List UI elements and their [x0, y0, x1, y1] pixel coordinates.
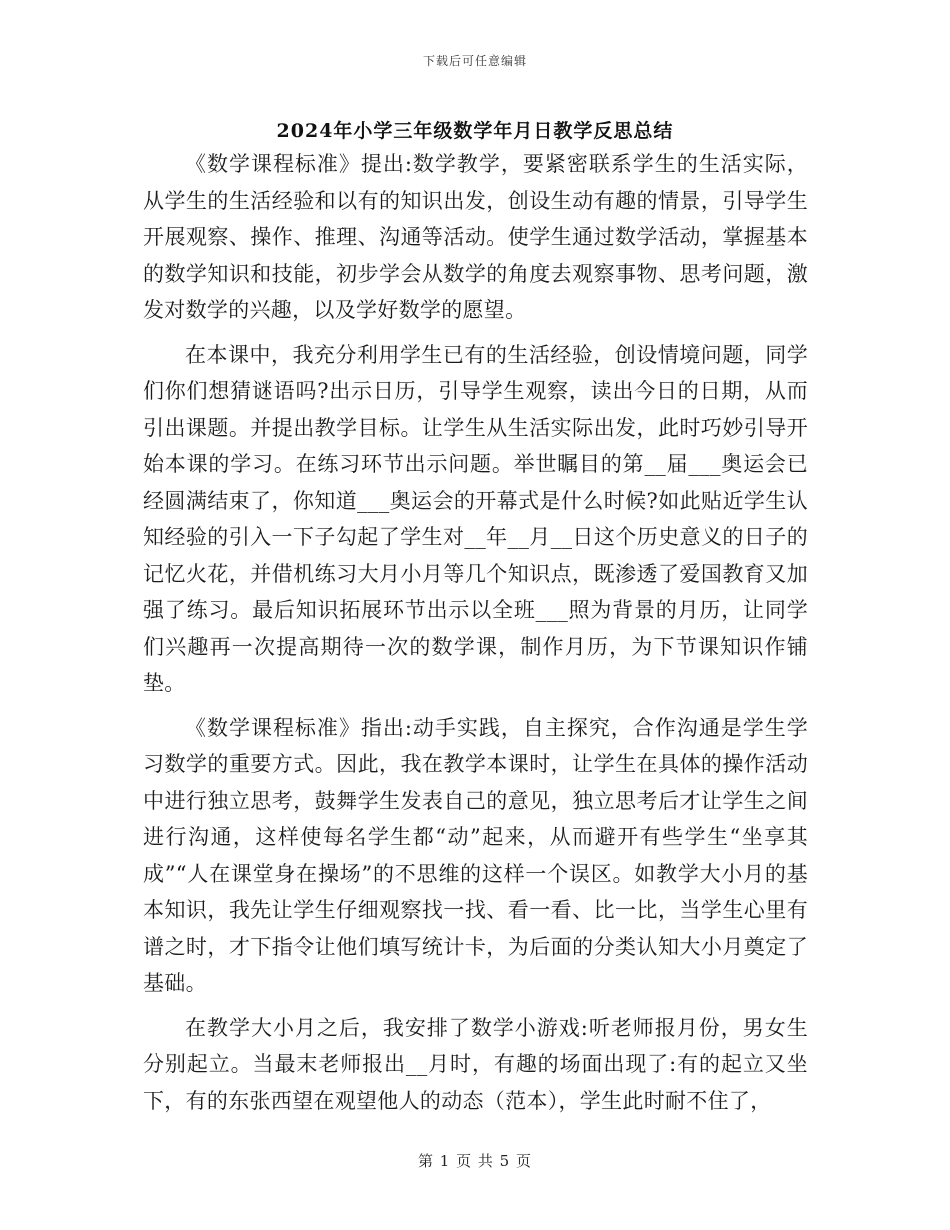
- paragraph: 《数学课程标准》指出:动手实践，自主探究，合作沟通是学生学习数学的重要方式。因此，我在教学本课时，让学生在具体的操作活动中进行独立思考，鼓舞学生发表自己的意见，独立思考后才让学生之间进行沟通，这样使每名学生都“动”起来，从而避开有些学生“坐享其成”“人在课堂身在操场”的不思维的这样一个误区。如教学大小月的基本知识，我先让学生仔细观察找一找、看一看、比一比，当学生心里有谱之时，才下指令让他们填写统计卡，为后面的分类认知大小月奠定了基础。: [143, 715, 808, 995]
- document-body: [143, 146, 808, 1127]
- paragraph: 在本课中，我充分利用学生已有的生活经验，创设情境问题，同学们你们想猜谜语吗?出示日历，引导学生观察，读出今日的日期，从而引出课题。并提出教学目标。让学生从生活实际出发，此时巧妙引导开始本课的学习。在练习环节出示问题。举世瞩目的第__届___奥运会已经圆满结束了，你知道___奥运会的开幕式是什么时候?如此贴近学生认知经验的引入一下子勾起了学生对__年__月__日这个历史意义的日子的记忆火花，并借机练习大月小月等几个知识点，既渗透了爱国教育又加强了练习。最后知识拓展环节出示以全班___照为背景的月历，让同学们兴趣再一次提高期待一次的数学课，制作月历，为下节课知识作铺垫。: [143, 342, 808, 695]
- page-number: 第 1 页 共 5 页: [418, 1152, 532, 1170]
- paragraph: 《数学课程标准》提出:数学教学，要紧密联系学生的生活实际，从学生的生活经验和以有的知识出发，创设生动有趣的情景，引导学生开展观察、操作、推理、沟通等活动。使学生通过数学活动，掌握基本的数学知识和技能，初步学会从数学的角度去观察事物、思考问题，激发对数学的兴趣，以及学好数学的愿望。: [143, 152, 808, 322]
- paragraph: 在教学大小月之后，我安排了数学小游戏:听老师报月份，男女生分别起立。当最末老师报出__月时，有趣的场面出现了:有的起立又坐下，有的东张西望在观望他人的动态（范本），学生此时耐不住了，: [143, 1015, 808, 1113]
- document-title: 2024年小学三年级数学年月日教学反思总结: [276, 120, 674, 142]
- header-note: 下载后可任意编辑: [422, 54, 527, 68]
